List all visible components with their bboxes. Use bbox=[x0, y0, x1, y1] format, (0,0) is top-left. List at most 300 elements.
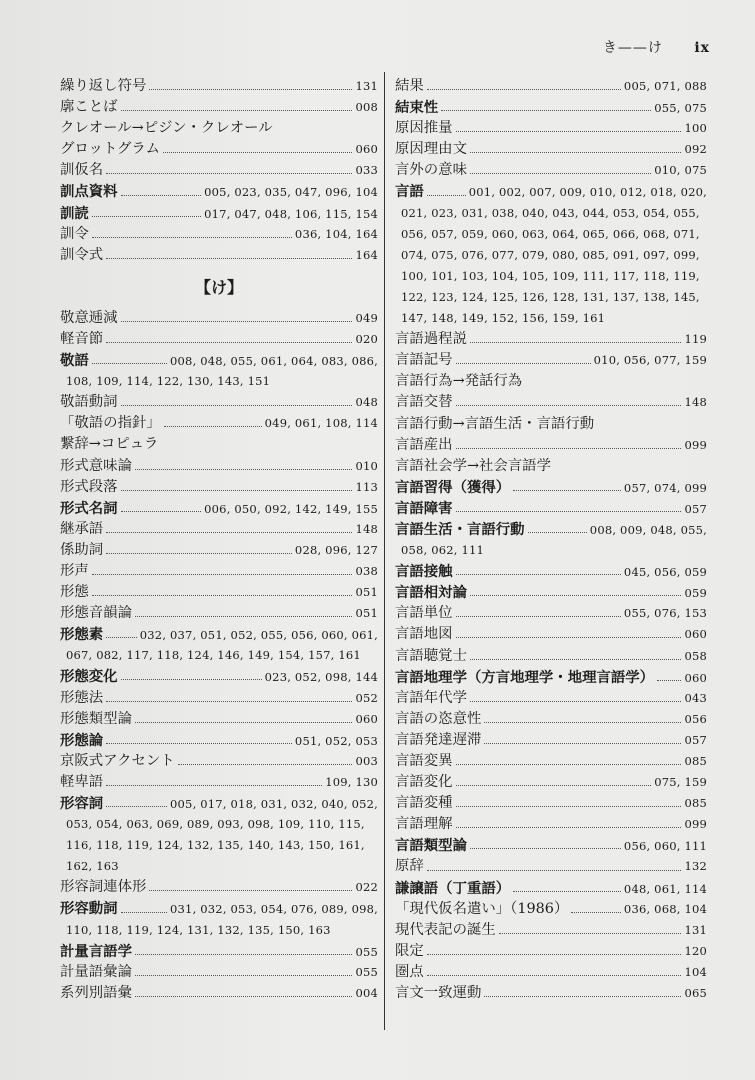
entry-term: 言語変異 bbox=[395, 753, 453, 769]
entry-term: グロットグラム bbox=[60, 141, 161, 158]
entry-page-refs: 051, 052, 053 bbox=[294, 733, 378, 748]
entry-term: 敬語動詞 bbox=[60, 394, 118, 411]
index-entry bbox=[395, 456, 707, 477]
index-entry bbox=[60, 688, 378, 709]
entry-term: 言語交替 bbox=[395, 394, 453, 411]
leader-dots bbox=[92, 595, 353, 596]
leader-dots bbox=[106, 258, 352, 259]
leader-dots bbox=[427, 975, 682, 976]
entry-term: 言文一致運動 bbox=[395, 985, 482, 1002]
leader-dots bbox=[135, 722, 352, 723]
leader-dots bbox=[121, 195, 202, 196]
entry-page-refs: 085 bbox=[684, 754, 707, 768]
entry-page-refs: 049, 061, 108, 114 bbox=[264, 416, 378, 431]
leader-dots bbox=[456, 574, 621, 575]
entry-term: 原因理由文 bbox=[395, 141, 467, 158]
entry-page-refs: 028, 096, 127 bbox=[294, 542, 378, 557]
entry-page-refs: 109, 130 bbox=[325, 774, 378, 789]
entry-term: 言語社会学→社会言語学 bbox=[395, 457, 551, 474]
leader-dots bbox=[121, 679, 262, 680]
index-entry bbox=[395, 414, 707, 435]
entry-term: 原辞 bbox=[395, 858, 424, 875]
entry-page-refs: 099 bbox=[684, 817, 707, 832]
entry-term: 京阪式アクセント bbox=[60, 752, 175, 769]
entry-page-refs: 008, 009, 048, 055, bbox=[589, 522, 707, 537]
index-entry bbox=[395, 350, 707, 371]
entry-term: 形式名詞 bbox=[60, 499, 118, 517]
entry-term: 言語行為→発話行為 bbox=[395, 373, 523, 390]
entry-page-refs: 032, 037, 051, 052, 055, 056, 060, 061, bbox=[139, 628, 378, 643]
index-entry bbox=[395, 920, 707, 941]
index-entry bbox=[395, 160, 707, 181]
leader-dots bbox=[178, 764, 353, 765]
entry-term: 形容詞 bbox=[60, 795, 104, 812]
index-entry bbox=[395, 793, 707, 814]
index-entry bbox=[60, 498, 378, 519]
leader-dots bbox=[163, 152, 352, 153]
entry-page-refs: 001, 002, 007, 009, 010, 012, 018, 020, bbox=[468, 185, 707, 200]
entry-page-refs: 036, 104, 164 bbox=[294, 226, 378, 241]
entry-term: 言語 bbox=[395, 183, 424, 201]
entry-page-refs: 060 bbox=[355, 711, 378, 726]
index-entry bbox=[395, 392, 707, 413]
entry-page-refs-continued: 116, 118, 119, 124, 132, 135, 140, 143, 150, 161, bbox=[66, 838, 365, 853]
leader-dots bbox=[106, 342, 352, 343]
leader-dots bbox=[106, 743, 292, 744]
leader-dots bbox=[106, 532, 352, 533]
entry-term: 言外の意味 bbox=[395, 162, 467, 179]
entry-page-refs: 004 bbox=[355, 985, 378, 1000]
index-entry bbox=[60, 941, 378, 962]
entry-term: 形態音韻論 bbox=[60, 605, 132, 622]
leader-dots bbox=[121, 405, 353, 406]
entry-term: 形態素 bbox=[60, 626, 104, 644]
entry-page-refs-continued: 058, 062, 111 bbox=[401, 543, 485, 558]
leader-dots bbox=[456, 637, 682, 638]
entry-page-refs: 008, 048, 055, 061, 064, 083, 086, bbox=[170, 354, 378, 369]
entry-term: 言語発達遅滞 bbox=[395, 731, 482, 748]
entry-page-refs: 056, 060, 111 bbox=[623, 839, 707, 854]
entry-page-refs: 148 bbox=[684, 395, 707, 410]
index-entry bbox=[395, 582, 707, 603]
entry-page-refs: 058 bbox=[684, 648, 707, 663]
page-number: ix bbox=[694, 40, 710, 56]
entry-term: 言語類型論 bbox=[395, 837, 467, 855]
entry-page-refs: 075, 159 bbox=[654, 775, 707, 790]
entry-term: 継承語 bbox=[60, 520, 104, 537]
leader-dots bbox=[470, 173, 651, 174]
index-entry bbox=[395, 76, 707, 97]
entry-page-refs: 120 bbox=[684, 943, 707, 958]
entry-term: 計量語彙論 bbox=[60, 963, 132, 980]
entry-page-refs: 017, 047, 048, 106, 115, 154 bbox=[204, 206, 378, 221]
index-entry bbox=[60, 350, 378, 371]
entry-term: 形態類型論 bbox=[60, 710, 132, 727]
entry-page-refs: 038 bbox=[355, 563, 378, 578]
entry-page-refs: 005, 023, 035, 047, 096, 104 bbox=[204, 185, 378, 200]
leader-dots bbox=[121, 110, 353, 111]
entry-term: 計量言語学 bbox=[60, 942, 132, 960]
entry-term: 形声 bbox=[60, 562, 89, 579]
leader-dots bbox=[92, 574, 353, 575]
leader-dots bbox=[456, 363, 591, 364]
index-entry bbox=[60, 160, 378, 181]
index-entry bbox=[60, 962, 378, 983]
entry-page-refs: 056 bbox=[684, 711, 707, 726]
entry-term: 廓ことば bbox=[60, 99, 118, 116]
index-entry bbox=[60, 392, 378, 413]
entry-term: 係助詞 bbox=[60, 541, 104, 558]
entry-page-refs: 057 bbox=[684, 732, 707, 747]
leader-dots bbox=[135, 469, 352, 470]
entry-term: 言語習得（獲得） bbox=[395, 478, 511, 496]
header-range: き——け bbox=[602, 40, 663, 56]
leader-dots bbox=[456, 827, 682, 828]
index-entry bbox=[60, 139, 378, 160]
leader-dots bbox=[470, 595, 681, 596]
entry-page-refs-continued: 053, 054, 063, 069, 089, 093, 098, 109, 110, 115, bbox=[66, 817, 365, 832]
leader-dots bbox=[135, 954, 352, 955]
entry-term: 言語変化 bbox=[395, 774, 453, 791]
index-entry bbox=[60, 540, 378, 561]
entry-term: 「敬語の指針」 bbox=[60, 415, 161, 432]
entry-term: 言語変種 bbox=[395, 795, 453, 812]
entry-term: 言語産出 bbox=[395, 436, 453, 453]
entry-page-refs-continued: 108, 109, 114, 122, 130, 143, 151 bbox=[66, 374, 271, 389]
entry-page-refs: 022 bbox=[355, 880, 378, 895]
leader-dots bbox=[149, 890, 352, 891]
leader-dots bbox=[528, 532, 587, 533]
index-entry bbox=[60, 97, 378, 118]
entry-term: 言語接触 bbox=[395, 563, 453, 581]
entry-page-refs: 060 bbox=[355, 142, 378, 157]
entry-page-refs-continued: 100, 101, 103, 104, 105, 109, 111, 117, 118, 119, bbox=[401, 268, 700, 283]
leader-dots bbox=[456, 448, 682, 449]
entry-term: 言語理解 bbox=[395, 816, 453, 833]
leader-dots bbox=[106, 553, 292, 554]
entry-page-refs: 049 bbox=[355, 310, 378, 325]
index-entry bbox=[395, 856, 707, 877]
entry-page-refs-continued: 021, 023, 031, 038, 040, 043, 044, 053, 054, 055, bbox=[401, 205, 700, 220]
entry-page-refs: 104 bbox=[684, 964, 707, 979]
index-entry bbox=[395, 519, 707, 540]
leader-dots bbox=[427, 870, 682, 871]
entry-term: 限定 bbox=[395, 942, 424, 959]
index-entry bbox=[395, 371, 707, 392]
index-entry bbox=[60, 603, 378, 624]
leader-dots bbox=[92, 216, 201, 217]
index-entry bbox=[60, 898, 378, 919]
entry-term: 言語記号 bbox=[395, 352, 453, 369]
entry-term: 形容動詞 bbox=[60, 900, 118, 918]
index-entry bbox=[60, 203, 378, 224]
leader-dots bbox=[484, 996, 681, 997]
leader-dots bbox=[121, 321, 353, 322]
entry-page-refs: 010 bbox=[355, 458, 378, 473]
entry-page-refs: 005, 017, 018, 031, 032, 040, 052, bbox=[170, 797, 378, 811]
index-entry bbox=[395, 646, 707, 667]
entry-page-refs: 055, 075 bbox=[654, 101, 707, 116]
leader-dots bbox=[121, 511, 202, 512]
index-entry bbox=[395, 730, 707, 751]
entry-term: 形態 bbox=[60, 584, 89, 601]
entry-page-refs: 003 bbox=[355, 753, 378, 768]
entry-term: 形式意味論 bbox=[60, 457, 132, 474]
entry-term: 系列別語彙 bbox=[60, 984, 132, 1001]
entry-page-refs: 008 bbox=[355, 100, 378, 115]
leader-dots bbox=[571, 912, 621, 913]
entry-page-refs: 052 bbox=[355, 690, 378, 705]
entry-page-refs: 005, 071, 088 bbox=[623, 79, 707, 93]
leader-dots bbox=[470, 152, 681, 153]
entry-term: 言語相対論 bbox=[395, 584, 467, 602]
entry-page-refs-continued: 110, 118, 119, 124, 131, 132, 135, 150, 163 bbox=[66, 922, 331, 937]
entry-term: 形態変化 bbox=[60, 668, 118, 686]
index-entry bbox=[60, 308, 378, 329]
index-entry bbox=[395, 603, 707, 624]
index-entry bbox=[395, 941, 707, 962]
leader-dots bbox=[657, 680, 681, 681]
index-entry bbox=[395, 498, 707, 519]
entry-term: 訓令 bbox=[60, 225, 89, 242]
index-entry bbox=[395, 118, 707, 139]
entry-term: 言語の恣意性 bbox=[395, 710, 482, 727]
entry-term: 結果 bbox=[395, 78, 424, 94]
leader-dots bbox=[441, 110, 651, 111]
leader-dots bbox=[164, 426, 262, 427]
index-entry bbox=[60, 245, 378, 266]
entry-page-refs: 060 bbox=[684, 627, 707, 642]
entry-page-refs: 010, 075 bbox=[654, 163, 707, 178]
leader-dots bbox=[135, 975, 352, 976]
entry-term: 圏点 bbox=[395, 963, 424, 980]
entry-page-refs: 010, 056, 077, 159 bbox=[593, 353, 707, 368]
index-entry bbox=[60, 709, 378, 730]
leader-dots bbox=[427, 195, 466, 196]
entry-page-refs: 100 bbox=[684, 121, 707, 136]
entry-term: 訓令式 bbox=[60, 246, 104, 263]
index-entry bbox=[60, 582, 378, 603]
leader-dots bbox=[470, 701, 681, 702]
index-entry bbox=[395, 181, 707, 202]
index-entry bbox=[395, 329, 707, 350]
leader-dots bbox=[456, 806, 682, 807]
entry-term: 原因推量 bbox=[395, 120, 453, 137]
entry-page-refs-continued: 067, 082, 117, 118, 124, 146, 149, 154, 157, 161 bbox=[66, 648, 361, 663]
index-entry bbox=[395, 751, 707, 772]
leader-dots bbox=[470, 659, 681, 660]
leader-dots bbox=[427, 89, 621, 90]
entry-page-refs: 131 bbox=[355, 79, 378, 93]
index-entry bbox=[60, 793, 378, 814]
index-entry bbox=[60, 456, 378, 477]
section-heading: 【け】 bbox=[194, 277, 243, 297]
leader-dots bbox=[106, 173, 352, 174]
entry-term: 言語単位 bbox=[395, 605, 453, 622]
index-entry bbox=[60, 118, 378, 139]
leader-dots bbox=[456, 131, 682, 132]
index-entry bbox=[60, 877, 378, 898]
running-header bbox=[603, 37, 710, 57]
entry-page-refs: 132 bbox=[684, 859, 707, 874]
leader-dots bbox=[470, 342, 681, 343]
entry-page-refs: 057, 074, 099 bbox=[623, 480, 707, 495]
entry-term: 形態論 bbox=[60, 731, 104, 749]
index-entry bbox=[395, 983, 707, 1004]
index-entry bbox=[60, 730, 378, 751]
entry-term: 言語障害 bbox=[395, 499, 453, 517]
entry-term: 言語過程説 bbox=[395, 331, 467, 348]
leader-dots bbox=[149, 89, 352, 90]
index-entry bbox=[60, 666, 378, 687]
index-entry bbox=[60, 983, 378, 1004]
index-entry bbox=[395, 772, 707, 793]
leader-dots bbox=[121, 912, 167, 913]
entry-page-refs-continued: 147, 148, 149, 152, 156, 159, 161 bbox=[401, 311, 606, 326]
index-entry bbox=[60, 624, 378, 645]
entry-page-refs: 113 bbox=[355, 479, 378, 494]
index-entry bbox=[60, 519, 378, 540]
leader-dots bbox=[106, 637, 137, 638]
entry-page-refs: 119 bbox=[684, 332, 707, 347]
entry-page-refs-continued: 122, 123, 124, 125, 126, 128, 131, 137, 138, 145, bbox=[401, 289, 700, 304]
entry-page-refs: 164 bbox=[355, 247, 378, 262]
leader-dots bbox=[106, 785, 322, 786]
index-entry bbox=[60, 413, 378, 434]
index-column-right bbox=[395, 76, 707, 1004]
entry-page-refs: 023, 052, 098, 144 bbox=[264, 670, 378, 685]
entry-page-refs: 048, 061, 114 bbox=[623, 881, 707, 896]
entry-term: 言語地理学（方言地理学・地理言語学） bbox=[395, 668, 655, 686]
entry-term: 言語生活・言語行動 bbox=[395, 520, 525, 538]
index-entry bbox=[60, 772, 378, 793]
leader-dots bbox=[513, 490, 621, 491]
entry-page-refs: 020 bbox=[355, 331, 378, 346]
entry-page-refs: 031, 032, 053, 054, 076, 089, 098, bbox=[170, 902, 378, 917]
index-entry bbox=[395, 814, 707, 835]
entry-term: 言語年代学 bbox=[395, 689, 467, 706]
leader-dots bbox=[92, 237, 292, 238]
index-entry bbox=[60, 76, 378, 97]
index-entry bbox=[395, 435, 707, 456]
entry-page-refs: 057 bbox=[684, 501, 707, 516]
leader-dots bbox=[456, 785, 652, 786]
entry-term: クレオール→ピジン・クレオール bbox=[60, 120, 273, 137]
column-divider bbox=[384, 72, 385, 1030]
entry-term: 訓読 bbox=[60, 204, 89, 222]
leader-dots bbox=[470, 848, 621, 849]
entry-page-refs: 065 bbox=[684, 986, 707, 1001]
entry-page-refs: 045, 056, 059 bbox=[623, 565, 707, 580]
index-entry bbox=[60, 329, 378, 350]
entry-page-refs: 085 bbox=[684, 796, 707, 811]
entry-page-refs: 036, 068, 104 bbox=[623, 901, 707, 916]
entry-term: 訓仮名 bbox=[60, 162, 104, 179]
entry-page-refs: 043 bbox=[684, 690, 707, 705]
entry-page-refs: 055, 076, 153 bbox=[623, 606, 707, 621]
entry-page-refs-continued: 056, 057, 059, 060, 063, 064, 065, 066, 068, 071, bbox=[401, 226, 700, 241]
index-entry bbox=[60, 561, 378, 582]
entry-term: 「現代仮名遣い」（1986） bbox=[395, 900, 569, 917]
entry-page-refs-continued: 162, 163 bbox=[66, 859, 119, 874]
entry-page-refs: 051 bbox=[355, 585, 378, 600]
entry-page-refs: 092 bbox=[684, 142, 707, 157]
entry-page-refs: 048 bbox=[355, 395, 378, 410]
entry-page-refs: 033 bbox=[355, 163, 378, 178]
entry-page-refs: 055 bbox=[355, 964, 378, 979]
leader-dots bbox=[456, 764, 682, 765]
entry-page-refs: 060 bbox=[684, 670, 707, 685]
entry-term: 言語聴覚士 bbox=[395, 647, 467, 664]
leader-dots bbox=[513, 891, 621, 892]
leader-dots bbox=[456, 405, 682, 406]
index-entry bbox=[395, 97, 707, 118]
leader-dots bbox=[456, 511, 682, 512]
entry-term: 軽音節 bbox=[60, 330, 104, 347]
index-entry bbox=[395, 962, 707, 983]
entry-page-refs: 148 bbox=[355, 521, 378, 536]
entry-term: 繋辞→コピュラ bbox=[60, 436, 159, 453]
index-entry bbox=[395, 709, 707, 730]
entry-term: 軽卑語 bbox=[60, 773, 104, 790]
leader-dots bbox=[484, 743, 681, 744]
leader-dots bbox=[499, 933, 682, 934]
entry-term: 言語地図 bbox=[395, 626, 453, 643]
leader-dots bbox=[135, 996, 352, 997]
entry-term: 形態法 bbox=[60, 689, 104, 706]
index-entry bbox=[60, 434, 378, 455]
entry-page-refs: 131 bbox=[684, 922, 707, 937]
leader-dots bbox=[106, 806, 167, 807]
index-column-left bbox=[60, 76, 378, 1004]
entry-term: 繰り返し符号 bbox=[60, 78, 147, 94]
index-entry bbox=[395, 878, 707, 899]
index-entry bbox=[395, 624, 707, 645]
entry-page-refs: 099 bbox=[684, 437, 707, 452]
entry-term: 敬意逓減 bbox=[60, 309, 118, 326]
leader-dots bbox=[92, 363, 167, 364]
index-entry bbox=[395, 139, 707, 160]
entry-term: 結束性 bbox=[395, 99, 439, 117]
entry-page-refs-continued: 074, 075, 076, 077, 079, 080, 085, 091, 097, 099, bbox=[401, 247, 700, 262]
index-entry bbox=[60, 181, 378, 202]
index-entry bbox=[60, 224, 378, 245]
entry-term: 現代表記の誕生 bbox=[395, 921, 496, 938]
entry-term: 敬語 bbox=[60, 352, 89, 370]
index-entry bbox=[395, 477, 707, 498]
leader-dots bbox=[106, 701, 352, 702]
leader-dots bbox=[484, 722, 681, 723]
index-entry bbox=[395, 899, 707, 920]
leader-dots bbox=[427, 954, 682, 955]
leader-dots bbox=[135, 616, 352, 617]
index-entry bbox=[395, 667, 707, 688]
index-entry bbox=[395, 835, 707, 856]
index-entry bbox=[395, 561, 707, 582]
entry-page-refs: 059 bbox=[684, 586, 707, 601]
leader-dots bbox=[121, 490, 353, 491]
entry-term: 訓点資料 bbox=[60, 183, 118, 201]
entry-term: 形式段落 bbox=[60, 478, 118, 495]
entry-term: 言語行動→言語生活・言語行動 bbox=[395, 415, 595, 432]
entry-page-refs: 051 bbox=[355, 606, 378, 621]
index-entry bbox=[60, 477, 378, 498]
entry-term: 形容詞連体形 bbox=[60, 879, 147, 896]
index-entry bbox=[60, 751, 378, 772]
entry-page-refs: 055 bbox=[355, 944, 378, 959]
entry-page-refs: 006, 050, 092, 142, 149, 155 bbox=[204, 501, 378, 516]
leader-dots bbox=[456, 616, 621, 617]
